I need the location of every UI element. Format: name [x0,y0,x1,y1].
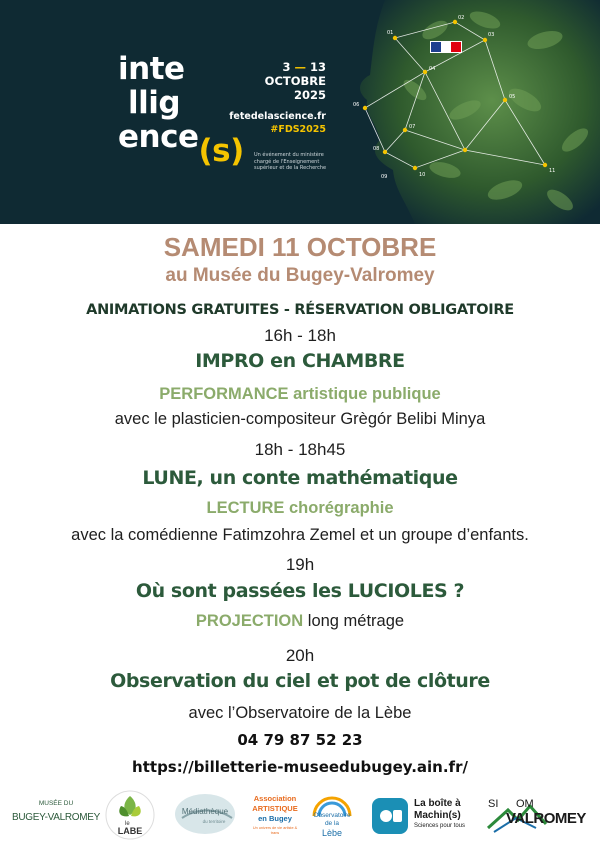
event-type: PERFORMANCE artistique publique [159,385,441,403]
date-year: 2025 [293,88,326,102]
node-label: 01 [387,30,394,36]
node-label: 02 [458,15,465,21]
event-time: 16h - 18h [264,326,336,345]
festival-dates [250,60,326,102]
node-label: 03 [488,32,495,38]
booking-link[interactable]: https://billetterie-museedubugey.ain.fr/ [132,758,468,776]
node-label: 07 [409,124,416,130]
musee-logo-small: MUSÉE DU [38,800,74,807]
node-label: 08 [373,146,380,152]
association-sub: Un univers de vie artiste & trans [252,826,298,835]
free-reservation-notice: ANIMATIONS GRATUITES - RÉSERVATION OBLIGATOIRE [86,302,514,318]
event-time: 20h [285,646,315,665]
boite-line-1: La boîte à [414,798,461,809]
mediatheque-logo [172,788,238,846]
labe-text: LABE [117,826,143,836]
event-banner [0,0,600,224]
labe-le: le [125,821,130,827]
date-end: 13 [309,60,326,74]
event-description: avec l’Observatoire de la Lèbe [188,704,412,722]
partner-logos [0,788,600,846]
festival-website[interactable]: fetedelascience.fr [229,111,326,122]
event-day-title: SAMEDI 11 OCTOBRE [163,232,437,262]
mediatheque-sub: du territoire [202,819,226,824]
event-title: Observation du ciel et pot de clôture [110,670,490,692]
boite-a-machins-logo [370,788,482,846]
event-type [0,612,600,631]
musee-bugey-logo [12,788,100,846]
event-time: 18h - 18h45 [254,440,346,459]
brand-suffix: (s) [198,133,244,169]
node-label: 06 [353,102,360,108]
ministry-note: Un événement du ministère chargé de l'Enseignement supérieur et de la Recherche [254,152,327,171]
event-title: LUNE, un conte mathématique [142,467,458,489]
phone-number[interactable]: 04 79 87 52 23 [237,731,363,749]
node-label: 11 [549,168,556,174]
sivom-valromey-logo [486,788,586,846]
node-label: 04 [429,66,436,72]
festival-hashtag: #FDS2025 [270,124,326,135]
foliage-face-illustration [345,0,600,224]
mediatheque-text: Médiathèque [181,807,229,816]
event-type: LECTURE chorégraphie [206,499,394,517]
event-venue: au Musée du Bugey-Valromey [165,265,435,286]
event-type-plain: long métrage [303,612,405,630]
french-flag-icon [430,41,462,53]
date-dash: — [294,60,306,74]
observatoire-lebe-logo [306,788,358,846]
association-artistique-logo [250,788,300,846]
observatoire-line-2: de la [324,820,340,827]
date-month: OCTOBRE [264,74,326,88]
node-label: 10 [419,172,426,178]
date-start: 3 [282,60,291,74]
observatoire-line-1: Observatoire [313,812,351,819]
labe-logo [105,788,155,846]
boite-line-2: Machin(s) [414,810,461,821]
brand-line [118,119,244,169]
event-description: avec la comédienne Fatimzohra Zemel et un groupe d’enfants. [71,526,529,544]
sivom-line-3: VALROMEY [506,810,586,827]
boite-icon [370,796,410,836]
musee-logo-big: BUGEY-VALROMEY [12,812,101,823]
intelligence-logo [118,51,244,169]
event-title: IMPRO en CHAMBRE [195,350,405,372]
brand-line-text: ence [118,119,199,155]
event-description: avec le plasticien-compositeur Grègór Belibi Minya [114,410,486,428]
event-time: 19h [285,555,315,574]
association-line-2: ARTISTIQUE [252,804,298,813]
association-line-1: Association [253,794,297,803]
observatoire-line-3: Lèbe [321,828,343,838]
node-label: 05 [509,94,516,100]
event-title: Où sont passées les LUCIOLES ? [135,580,465,602]
brand-line: llig [128,85,181,121]
association-line-3: en Bugey [258,814,292,823]
labe-leaf-icon [105,788,155,842]
node-label: 09 [381,174,388,180]
sivom-line-1: SI [488,798,499,810]
sivom-line-2: OM [516,798,534,810]
brand-line: inte [118,51,185,87]
event-type-bold: PROJECTION [195,612,304,630]
boite-sub: Sciences pour tous [414,823,466,829]
